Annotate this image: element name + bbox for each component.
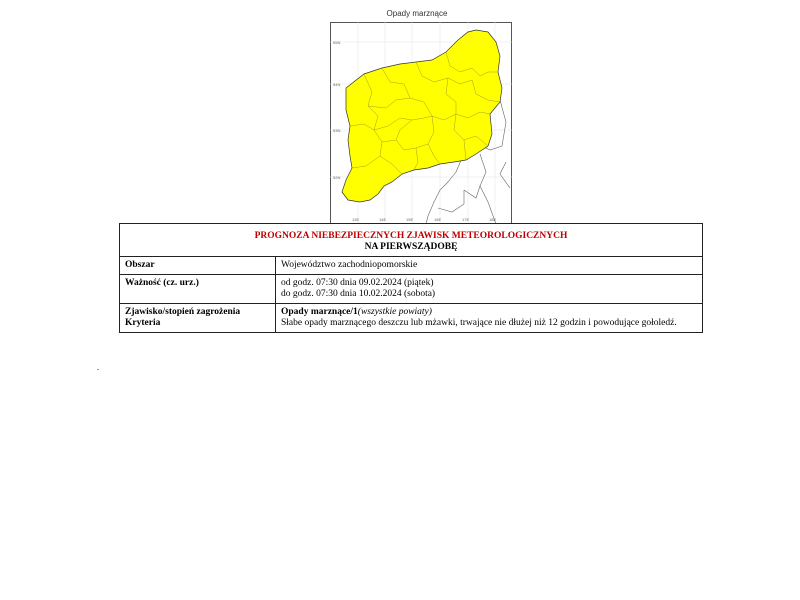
x-tick-label: 15E [406, 217, 414, 222]
warning-map [330, 22, 512, 224]
x-tick-label: 14E [379, 217, 387, 222]
phenomenon-description: Słabe opady marznącego deszczu lub mżawki, trwające nie dłużej niż 12 godzin i powodujące gołoledź. [281, 318, 677, 328]
validity-value [276, 275, 703, 304]
table-heading [120, 224, 703, 257]
warning-table [119, 223, 703, 333]
table-heading-row [120, 224, 703, 257]
phenomenon-name: Opady marznące/1 [281, 307, 358, 317]
heading-title: PROGNOZA NIEBEZPIECZNYCH ZJAWISK METEOROLOGICZNYCH [254, 231, 568, 241]
phenomenon-scope: (wszystkie powiaty) [357, 307, 432, 317]
table-row-validity [120, 275, 703, 304]
y-tick-label: 53N [333, 128, 341, 133]
table-row-phenomenon [120, 304, 703, 333]
y-tick-label: 55N [333, 40, 341, 45]
validity-to: do godz. 07:30 dnia 10.02.2024 (sobota) [281, 289, 436, 299]
x-tick-label: 18E [489, 217, 497, 222]
table-row-area [120, 257, 703, 275]
y-tick-label: 54N [333, 82, 341, 87]
phenomenon-value [276, 304, 703, 333]
stray-mark [97, 369, 99, 370]
heading-subtitle: NA PIERWSZĄDOBĘ [364, 242, 458, 252]
x-tick-label: 13E [352, 217, 360, 222]
phenomenon-label-line2: Kryteria [125, 318, 161, 328]
phenomenon-label [120, 304, 276, 333]
area-label: Obszar [120, 257, 276, 275]
x-tick-label: 17E [462, 217, 470, 222]
phenomenon-label-line1: Zjawisko/stopień zagrożenia [125, 307, 241, 317]
x-tick-label: 16E [434, 217, 442, 222]
validity-label: Ważność (cz. urz.) [120, 275, 276, 304]
warning-map-graphic [330, 22, 512, 224]
map-title: Opady marznące [386, 9, 448, 18]
area-value: Województwo zachodniopomorskie [276, 257, 703, 275]
y-tick-label: 52N [333, 175, 341, 180]
phenomenon-title-line [281, 307, 697, 318]
validity-from: od godz. 07:30 dnia 09.02.2024 (piątek) [281, 278, 434, 288]
